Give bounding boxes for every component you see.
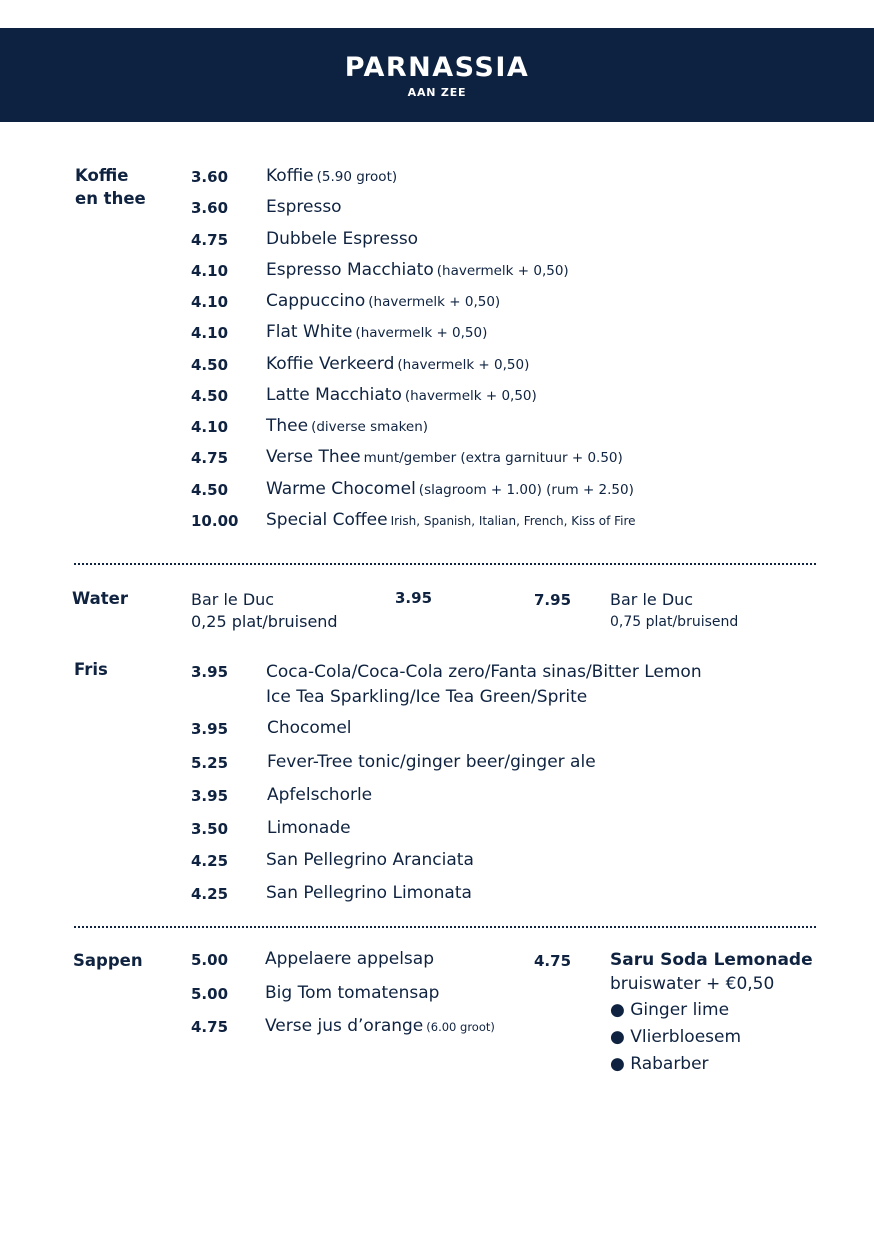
item-name (266, 290, 500, 313)
item-price: 3.60 (191, 168, 229, 186)
item-name (266, 415, 428, 438)
item-label: Thee (266, 416, 309, 436)
item-name: San Pellegrino Limonata (266, 883, 472, 903)
item-price: 4.75 (191, 449, 229, 467)
item-price: 3.50 (191, 820, 229, 838)
water-left-detail: 0,25 plat/bruisend (191, 612, 338, 631)
water-right-detail: 0,75 plat/bruisend (610, 614, 739, 630)
water-right-name: Bar le Duc (610, 590, 694, 609)
item-name: Limonade (267, 818, 351, 838)
item-label: Verse Thee (266, 447, 361, 467)
item-name (266, 321, 487, 344)
divider (74, 563, 816, 565)
item-name: Chocomel (267, 718, 352, 738)
item-name (266, 259, 569, 282)
section-title-fris: Fris (74, 660, 108, 679)
item-name: Big Tom tomatensap (265, 983, 440, 1003)
item-name (266, 165, 397, 188)
brand-subtitle: AAN ZEE (407, 86, 467, 99)
item-note: (diverse smaken) (311, 419, 429, 435)
section-title-line: en thee (75, 189, 146, 208)
item-label: Espresso (266, 197, 342, 217)
item-label: Latte Macchiato (266, 385, 402, 405)
item-label: Verse jus d’orange (265, 1016, 424, 1036)
item-name: San Pellegrino Aranciata (266, 850, 474, 870)
item-note: Irish, Spanish, Italian, French, Kiss of Fire (390, 514, 636, 528)
item-label: Espresso Macchiato (266, 260, 434, 280)
item-price: 4.75 (191, 1018, 229, 1036)
item-name (266, 509, 636, 532)
item-price: 4.75 (191, 231, 229, 249)
soda-name: Saru Soda Lemonade (610, 950, 813, 970)
item-price: 4.10 (191, 418, 229, 436)
item-price: 3.95 (191, 720, 229, 738)
item-note: (havermelk + 0,50) (404, 388, 537, 404)
water-left-name: Bar le Duc (191, 590, 275, 609)
item-label: Flat White (266, 322, 353, 342)
item-label: Coca-Cola/Coca-Cola zero/Fanta sinas/Bitter Lemon (266, 662, 702, 682)
item-label: Warme Chocomel (266, 479, 416, 499)
item-name (266, 478, 634, 501)
soda-flavor (610, 1051, 813, 1078)
item-price: 4.10 (191, 293, 229, 311)
item-price: 4.50 (191, 481, 229, 499)
item-label: Koffie (266, 166, 314, 186)
item-name (266, 446, 623, 469)
item-price: 5.00 (191, 951, 229, 969)
item-name (266, 353, 529, 376)
item-note: (havermelk + 0,50) (397, 357, 530, 373)
bullet-icon: ● (610, 1000, 625, 1020)
fris-first-item (266, 660, 702, 710)
item-price: 4.25 (191, 885, 229, 903)
divider (74, 926, 816, 928)
water-left-price: 3.95 (395, 589, 433, 607)
soda-detail: bruiswater + €0,50 (610, 974, 775, 994)
item-note: (slagroom + 1.00) (rum + 2.50) (418, 482, 634, 498)
soda-flavor (610, 1024, 813, 1051)
item-name (266, 196, 342, 218)
item-note: (havermelk + 0,50) (355, 325, 488, 341)
item-label: Dubbele Espresso (266, 229, 419, 249)
item-label: Cappuccino (266, 291, 366, 311)
item-name (266, 228, 418, 250)
item-note: (6.00 groot) (426, 1020, 495, 1034)
soda-flavor (610, 997, 813, 1024)
item-price: 3.60 (191, 199, 229, 217)
item-price: 4.50 (191, 356, 229, 374)
item-name: Fever-Tree tonic/ginger beer/ginger ale (267, 752, 596, 772)
item-note: munt/gember (extra garnituur + 0.50) (363, 450, 623, 466)
item-price: 10.00 (191, 512, 239, 530)
item-name (265, 1015, 495, 1038)
bullet-icon: ● (610, 1054, 625, 1074)
item-name: Apfelschorle (267, 785, 373, 805)
water-right-price: 7.95 (534, 591, 572, 609)
item-note: (5.90 groot) (316, 169, 398, 185)
brand-logo: PARNASSIA (344, 52, 530, 83)
item-note: (havermelk + 0,50) (436, 263, 569, 279)
item-price: 4.10 (191, 324, 229, 342)
item-price: 5.00 (191, 985, 229, 1003)
item-label: Koffie Verkeerd (266, 354, 395, 374)
water-left (191, 589, 338, 633)
section-title-koffie (75, 164, 146, 210)
bullet-icon: ● (610, 1027, 625, 1047)
item-label: Ice Tea Sparkling/Ice Tea Green/Sprite (266, 687, 588, 707)
item-price: 3.95 (191, 787, 229, 805)
soda-price: 4.75 (534, 952, 572, 970)
item-price: 4.50 (191, 387, 229, 405)
water-right (610, 589, 738, 633)
menu-header (0, 28, 874, 122)
item-name: Appelaere appelsap (265, 949, 434, 969)
item-name (266, 384, 537, 407)
flavor-label: Rabarber (630, 1054, 709, 1074)
item-price: 4.10 (191, 262, 229, 280)
flavor-label: Vlierbloesem (630, 1027, 742, 1047)
item-price: 3.95 (191, 663, 229, 681)
flavor-label: Ginger lime (630, 1000, 730, 1020)
section-title-water: Water (72, 589, 128, 608)
section-title-sappen: Sappen (73, 951, 143, 970)
item-price: 4.25 (191, 852, 229, 870)
item-price: 5.25 (191, 754, 229, 772)
item-label: Special Coffee (266, 510, 388, 530)
section-title-line: Koffie (75, 166, 129, 185)
item-note: (havermelk + 0,50) (368, 294, 501, 310)
soda-block (610, 948, 813, 1078)
